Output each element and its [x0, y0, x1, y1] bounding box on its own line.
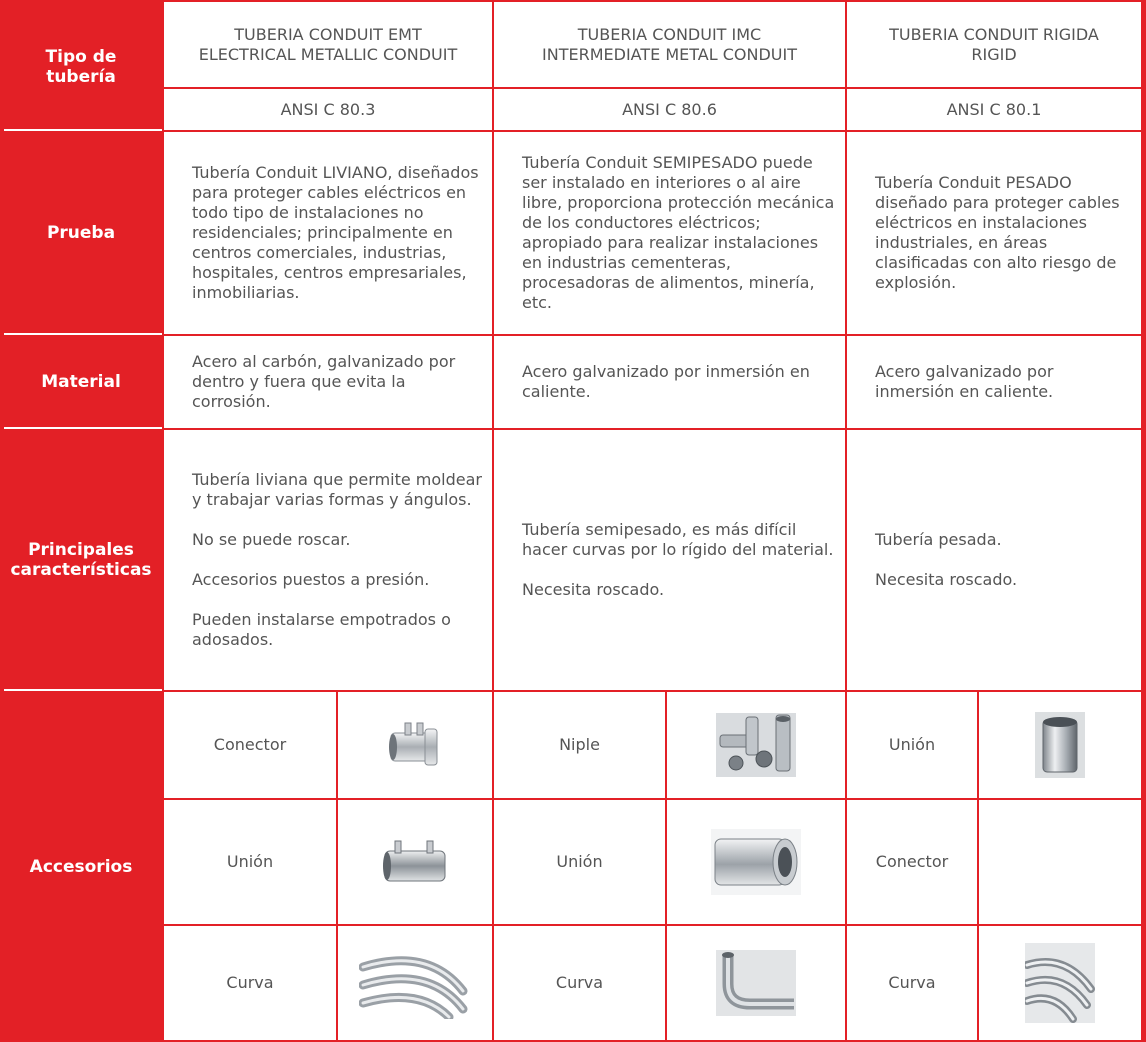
column-title-line2: ELECTRICAL METALLIC CONDUIT [198, 44, 458, 64]
accesorio-label: Curva [555, 973, 604, 992]
caracteristicas-rigid [845, 428, 1143, 692]
accesorio-label-cell [492, 798, 667, 926]
accesorio-label: Unión [556, 852, 603, 871]
caracteristica-item: Accesorios puestos a presión. [192, 570, 430, 589]
column-title-imc [492, 0, 847, 89]
standard-rigid [845, 87, 1143, 132]
column-title-rigid [845, 0, 1143, 89]
rigid-coupling-photo [1035, 712, 1085, 778]
accesorio-label: Conector [875, 852, 949, 871]
caracteristica-item: Necesita roscado. [875, 570, 1018, 589]
accesorio-image-cell [977, 924, 1143, 1042]
accesorio-image-cell [665, 924, 847, 1042]
rigid-elbow-photo [1025, 943, 1095, 1023]
accesorio-label-cell [492, 690, 667, 800]
accesorio-label-cell [162, 690, 338, 800]
accesorio-label-cell [162, 924, 338, 1042]
material-text: Acero galvanizado por inmersión en caliente. [875, 362, 1054, 401]
caracteristicas-emt [162, 428, 494, 692]
column-title-line1: TUBERIA CONDUIT IMC [577, 24, 762, 44]
standard-label: ANSI C 80.1 [946, 99, 1042, 119]
caracteristica-item: Tubería liviana que permite moldear y trabajar varias formas y ángulos. [192, 470, 482, 509]
accesorio-label: Conector [213, 735, 287, 754]
row-header-caracteristicas: Principales características [10, 540, 152, 580]
material-emt [162, 334, 494, 430]
row-header-accesorios: Accesorios [29, 856, 133, 877]
accesorio-label: Unión [888, 735, 936, 754]
accesorio-label: Unión [226, 852, 274, 871]
accesorio-image-cell [336, 798, 494, 926]
accesorio-image-cell [665, 690, 847, 800]
accesorio-image-cell [977, 798, 1143, 926]
accesorio-label-cell [845, 798, 979, 926]
prueba-imc [492, 130, 847, 336]
column-title-line2: INTERMEDIATE METAL CONDUIT [542, 44, 797, 64]
caracteristica-item: Pueden instalarse empotrados o adosados. [192, 610, 451, 649]
emt-elbow-photo [359, 947, 471, 1019]
accesorio-label-cell [492, 924, 667, 1042]
accesorio-label-cell [162, 798, 338, 926]
accesorio-image-cell [665, 798, 847, 926]
accesorio-image-cell [336, 924, 494, 1042]
row-header-prueba: Prueba [46, 223, 116, 243]
accesorio-label: Niple [559, 735, 600, 754]
column-title-line1: TUBERIA CONDUIT RIGIDA [889, 24, 1099, 44]
column-title-emt [162, 0, 494, 89]
imc-nipple-photo [716, 713, 796, 777]
caracteristicas-imc [492, 428, 847, 692]
material-text: Acero al carbón, galvanizado por dentro y fuera que evita la corrosión. [192, 352, 456, 411]
accesorio-label-cell [845, 924, 979, 1042]
imc-elbow-photo [716, 950, 796, 1016]
prueba-text: Tubería Conduit SEMIPESADO puede ser instalado en interiores o al aire libre, proporciona protección mecánica de los conductores eléctricos; apropiado para realizar instalaciones en industrias cementeras, procesadoras de alimentos, minería, etc. [522, 153, 835, 312]
standard-emt [162, 87, 494, 132]
prueba-text: Tubería Conduit LIVIANO, diseñados para proteger cables eléctricos en todo tipo de instalaciones no residenciales; principalmente en centros comerciales, industrias, hospitales, centros empresariales, inmobiliarias. [192, 163, 479, 302]
material-text: Acero galvanizado por inmersión en caliente. [522, 362, 810, 401]
standard-label: ANSI C 80.3 [280, 99, 376, 119]
standard-label: ANSI C 80.6 [622, 99, 717, 119]
accesorio-label: Curva [888, 973, 936, 992]
prueba-text: Tubería Conduit PESADO diseñado para proteger cables eléctricos en instalaciones industriales, en áreas clasificadas con alto riesgo de explosión. [875, 173, 1120, 292]
caracteristica-item: Tubería pesada. [875, 530, 1002, 549]
column-title-line2: RIGID [971, 44, 1017, 64]
accesorio-image-cell [977, 690, 1143, 800]
accesorio-image-cell [336, 690, 494, 800]
emt-coupling-photo [379, 831, 451, 893]
accesorio-label-cell [845, 690, 979, 800]
prueba-rigid [845, 130, 1143, 336]
prueba-emt [162, 130, 494, 336]
caracteristica-item: Tubería semipesado, es más difícil hacer curvas por lo rígido del material. [522, 520, 834, 559]
imc-coupling-photo [711, 829, 801, 895]
standard-imc [492, 87, 847, 132]
emt-connector-photo [385, 715, 445, 775]
accesorio-label: Curva [226, 973, 274, 992]
material-rigid [845, 334, 1143, 430]
row-header-tipo: Tipo de tubería [45, 47, 117, 87]
caracteristica-item: No se puede roscar. [192, 530, 351, 549]
material-imc [492, 334, 847, 430]
row-header-material: Material [41, 372, 121, 392]
column-title-line1: TUBERIA CONDUIT EMT [234, 24, 422, 44]
caracteristica-item: Necesita roscado. [522, 580, 665, 599]
